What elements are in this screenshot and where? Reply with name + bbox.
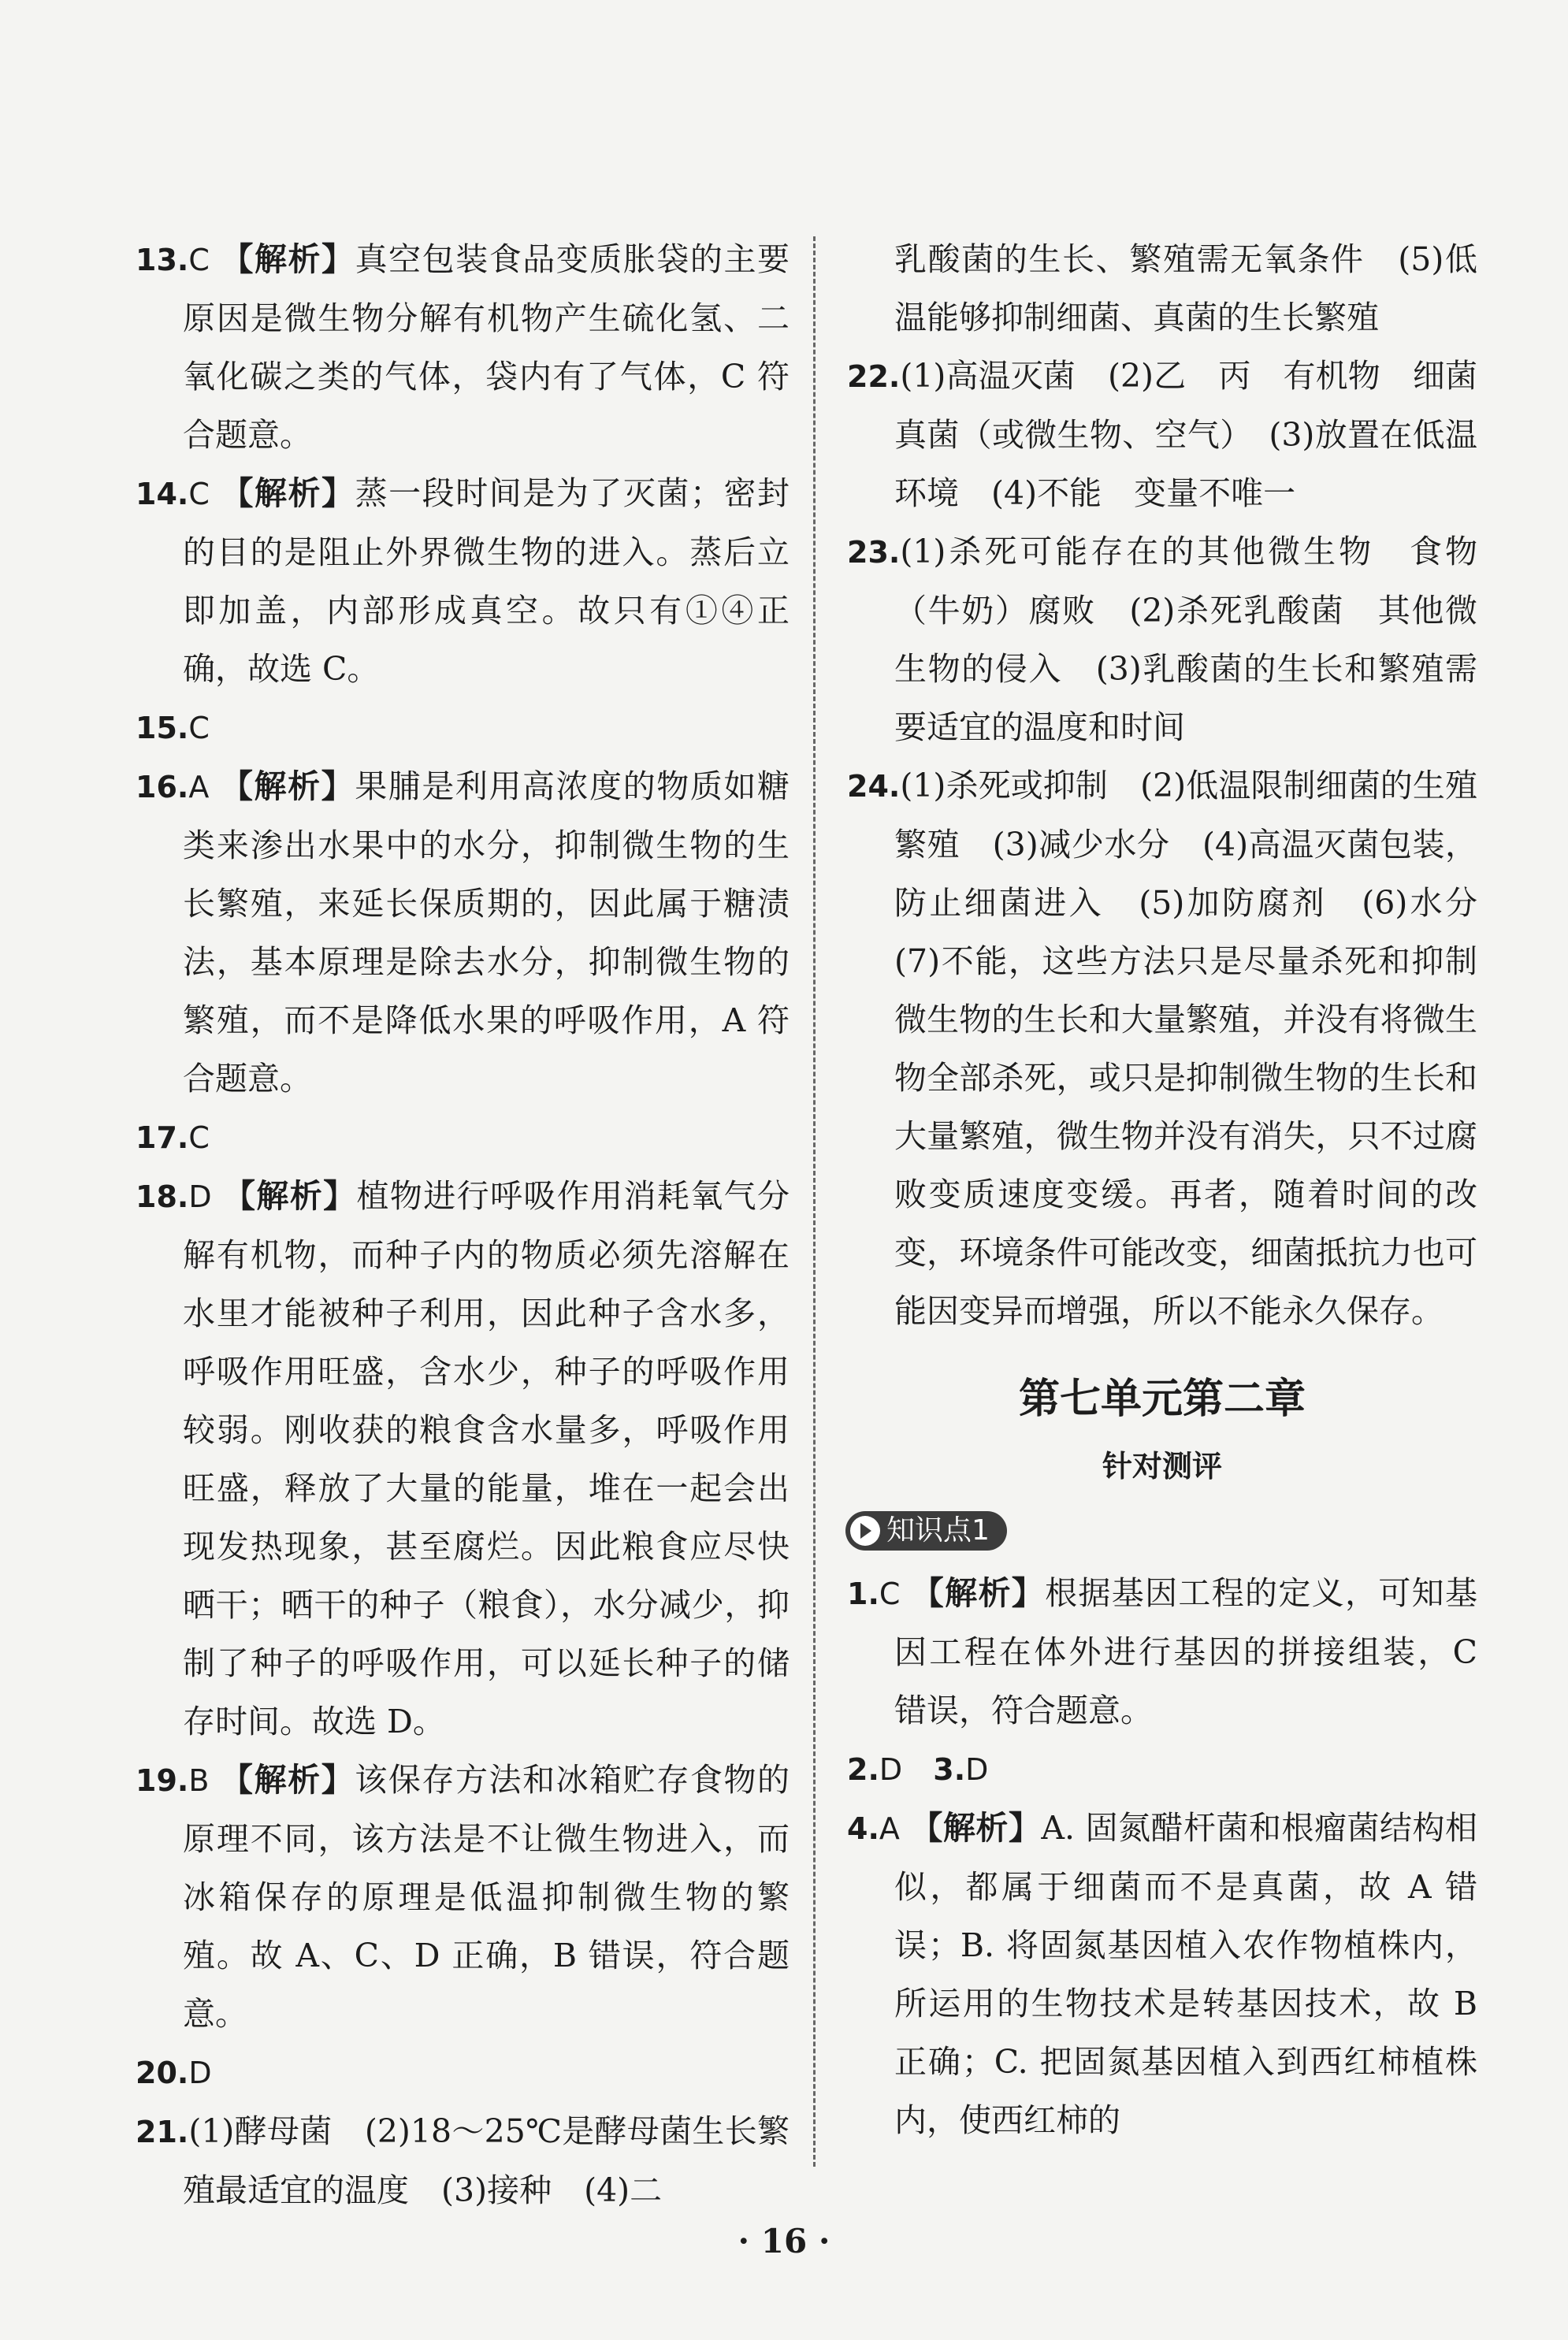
answer-item-13: 13.C 【解析】真空包装食品变质胀袋的主要原因是微生物分解有机物产生硫化氢、二氧化碳之类的气体，袋内有了气体，C 符合题意。	[136, 240, 790, 454]
answer-item-19: 19.B 【解析】该保存方法和冰箱贮存食物的原理不同，该方法是不让微生物进入，而冰箱保存的原理是低温抑制微生物的繁殖。故 A、C、D 正确，B 错误，符合题意。	[136, 1761, 790, 2033]
answer-item-1: 1.C 【解析】根据基因工程的定义，可知基因工程在体外进行基因的拼接组装，C 错误，符合题意。	[847, 1574, 1478, 1729]
answer-item-15: 15.C	[136, 711, 210, 745]
answer-item-17: 17.C	[136, 1120, 210, 1155]
answer-item-23: 23.(1)杀死可能存在的其他微生物 食物（牛奶）腐败 (2)杀死乳酸菌 其他微生物的侵入 (3)乳酸菌的生长和繁殖需要适宜的温度和时间	[847, 533, 1477, 746]
column-divider	[813, 236, 816, 2167]
answer-item-14: 14.C 【解析】蒸一段时间是为了灭菌；密封的目的是阻止外界微生物的进入。蒸后立即加盖，内部形成真空。故只有①④正确，故选 C。	[136, 474, 790, 688]
sub-title: 针对测评	[1102, 1449, 1222, 1484]
answer-item-2-3: 2.D 3.D	[847, 1752, 989, 1787]
left-column	[136, 230, 790, 2219]
answer-item-21-continued: 乳酸菌的生长、繁殖需无氧条件 (5)低温能够抑制细菌、真菌的生长繁殖	[894, 240, 1477, 336]
answer-item-22: 22.(1)高温灭菌 (2)乙 丙 有机物 细菌真菌（或微生物、空气） (3)放置在低温环境 (4)不能 变量不唯一	[847, 357, 1477, 512]
section-title: 第七单元第二章	[1018, 1376, 1306, 1423]
answer-item-16: 16.A 【解析】果脯是利用高浓度的物质如糖类来渗出水果中的水分，抑制微生物的生长繁殖，来延长保质期的，因此属于糖渍法，基本原理是除去水分，抑制微生物的繁殖，而不是降低水果的呼吸作用，A 符合题意。	[136, 767, 790, 1098]
answer-item-24: 24.(1)杀死或抑制 (2)低温限制细菌的生殖繁殖 (3)减少水分 (4)高温灭菌包装，防止细菌进入 (5)加防腐剂 (6)水分 (7)不能，这些方法只是尽量杀死和抑制微生物的生长和大量繁殖，并没有将微生物全部杀死，或只是抑制微生物的生长和大量繁殖，微生物并没有消失，只不过腐败变质速度变缓。再者，随着时间的改变，环境条件可能改变，细菌抵抗力也可能因变异而增强，所以不能永久保存。	[847, 767, 1510, 1330]
answer-item-21: 21.(1)酵母菌 (2)18～25℃是酵母菌生长繁殖最适宜的温度 (3)接种 (4)二	[136, 2112, 790, 2209]
answer-item-18: 18.D 【解析】植物进行呼吸作用消耗氧气分解有机物，而种子内的物质必须先溶解在水里才能被种子利用，因此种子含水多，呼吸作用旺盛，含水少，种子的呼吸作用较弱。刚收获的粮食含水量多，呼吸作用旺盛，释放了大量的能量，堆在一起会出现发热现象，甚至腐烂。因此粮食应尽快晒干；晒干的种子（粮食），水分减少，抑制了种子的呼吸作用，可以延长种子的储存时间。故选 D。	[136, 1177, 790, 1740]
page-number: · 16 ·	[738, 2222, 830, 2260]
answer-item-4: 4.A 【解析】A. 固氮醋杆菌和根瘤菌结构相似，都属于细菌而不是真菌，故 A 错误；B. 将固氮基因植入农作物植株内，所运用的生物技术是转基因技术，故 B 正确；C. 把固氮基因植入到西红柿植株内，使西红柿的	[847, 1809, 1477, 2139]
knowledge-point-badge: 知识点1	[845, 1511, 1007, 1551]
play-arrow-icon	[850, 1516, 880, 1546]
right-column	[847, 230, 1510, 2149]
answer-item-20: 20.D	[136, 2056, 212, 2090]
